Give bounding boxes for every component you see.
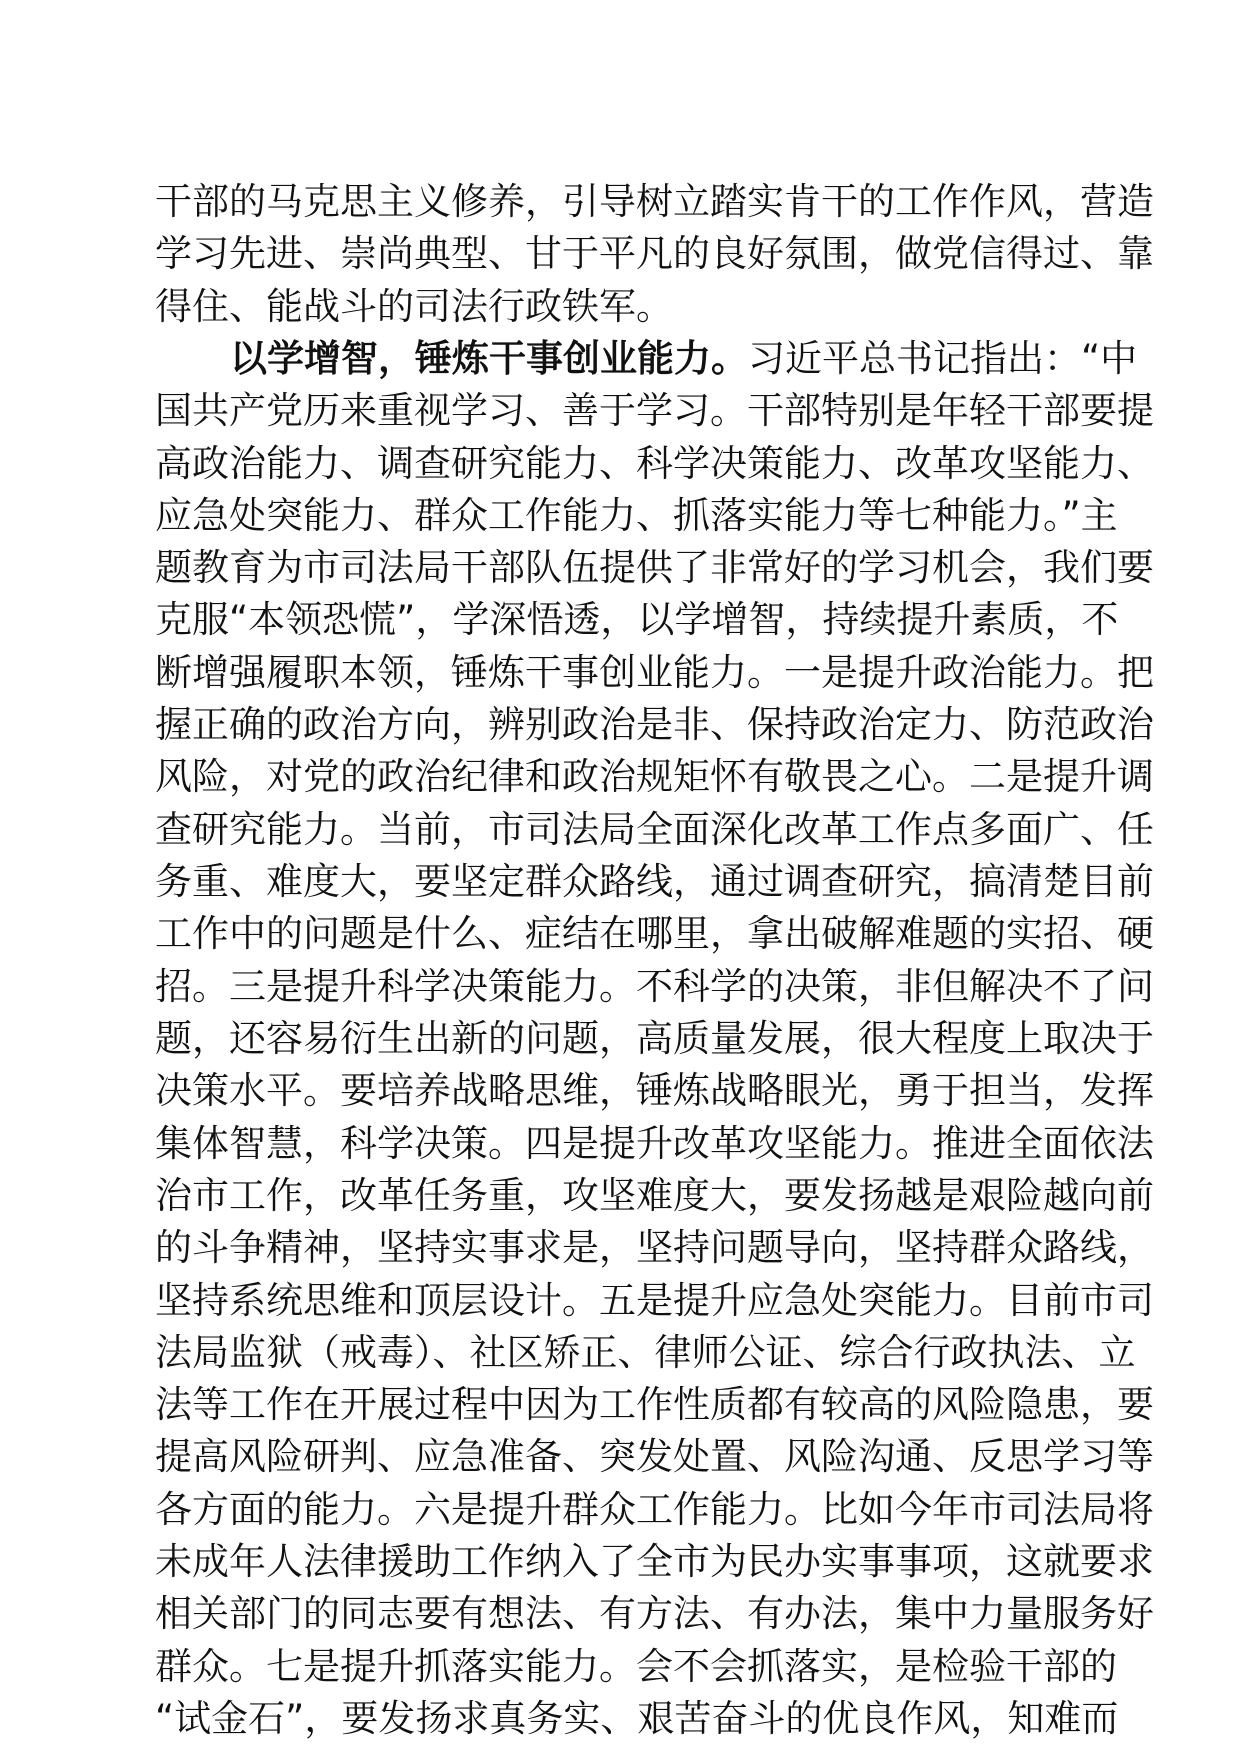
text-line-26: 各方面的能力。六是提升群众工作能力。比如今年市司法局将 bbox=[155, 1487, 1154, 1531]
text-line-15: 工作中的问题是什么、症结在哪里，拿出破解难题的实招、硬 bbox=[155, 912, 1154, 956]
text-line-9: 克服“本领恐慌”，学深悟透，以学增智，持续提升素质，不 bbox=[155, 598, 1119, 642]
text-line-18: 决策水平。要培养战略思维，锤炼战略眼光，勇于担当，发挥 bbox=[155, 1069, 1154, 1113]
text-line-12: 风险，对党的政治纪律和政治规矩怀有敬畏之心。二是提升调 bbox=[155, 755, 1154, 799]
paragraph-heading: 以学增智，锤炼干事创业能力。 bbox=[230, 336, 748, 380]
text-line-29: 群众。七是提升抓落实能力。会不会抓落实，是检验干部的 bbox=[155, 1644, 1117, 1688]
paragraph-heading-tail: 中 bbox=[1100, 336, 1138, 380]
text-line-7: 应急处突能力、群众工作能力、抓落实能力等七种能力。”主 bbox=[155, 493, 1118, 537]
text-line-19: 集体智慧，科学决策。四是提升改革攻坚能力。推进全面依法 bbox=[155, 1121, 1154, 1165]
text-line-22: 坚持系统思维和顶层设计。五是提升应急处突能力。目前市司 bbox=[155, 1278, 1154, 1322]
text-line-11: 握正确的政治方向，辨别政治是非、保持政治定力、防范政治 bbox=[155, 703, 1154, 747]
text-line-16: 招。三是提升科学决策能力。不科学的决策，非但解决不了问 bbox=[155, 964, 1154, 1008]
paragraph-heading-line bbox=[230, 330, 1138, 388]
text-line-2: 学习先进、崇尚典型、甘于平凡的良好氛围，做党信得过、靠 bbox=[155, 232, 1154, 276]
text-line-23: 法局监狱（戒毒）、社区矫正、律师公证、综合行政执法、立 bbox=[155, 1330, 1136, 1374]
text-line-17: 题，还容易衍生出新的问题，高质量发展，很大程度上取决于 bbox=[155, 1016, 1154, 1060]
text-line-6: 高政治能力、调查研究能力、科学决策能力、改革攻坚能力、 bbox=[155, 441, 1154, 485]
text-line-25: 提高风险研判、应急准备、突发处置、风险沟通、反思学习等 bbox=[155, 1435, 1154, 1479]
text-line-20: 治市工作，改革任务重，攻坚难度大，要发扬越是艰险越向前 bbox=[155, 1173, 1154, 1217]
text-line-30: “试金石”，要发扬求真务实、艰苦奋斗的优良作风，知难而 bbox=[155, 1697, 1119, 1740]
text-line-5: 国共产党历来重视学习、善于学习。干部特别是年轻干部要提 bbox=[155, 389, 1154, 433]
text-line-24: 法等工作在开展过程中因为工作性质都有较高的风险隐患，要 bbox=[155, 1383, 1154, 1427]
text-line-8: 题教育为市司法局干部队伍提供了非常好的学习机会，我们要 bbox=[155, 546, 1154, 590]
paragraph-heading-lead: 习近平总书记指出：“ bbox=[748, 336, 1101, 380]
text-line-14: 务重、难度大，要坚定群众路线，通过调查研究，搞清楚目前 bbox=[155, 860, 1154, 904]
text-line-28: 相关部门的同志要有想法、有方法、有办法，集中力量服务好 bbox=[155, 1592, 1154, 1636]
text-line-13: 查研究能力。当前，市司法局全面深化改革工作点多面广、任 bbox=[155, 807, 1154, 851]
text-line-27: 未成年人法律援助工作纳入了全市为民办实事事项，这就要求 bbox=[155, 1540, 1154, 1584]
text-line-3: 得住、能战斗的司法行政铁军。 bbox=[155, 284, 673, 328]
text-line-10: 断增强履职本领，锤炼干事创业能力。一是提升政治能力。把 bbox=[155, 650, 1154, 694]
text-line-21: 的斗争精神，坚持实事求是，坚持问题导向，坚持群众路线， bbox=[155, 1226, 1154, 1270]
text-line-1: 干部的马克思主义修养，引导树立踏实肯干的工作作风，营造 bbox=[155, 180, 1154, 223]
